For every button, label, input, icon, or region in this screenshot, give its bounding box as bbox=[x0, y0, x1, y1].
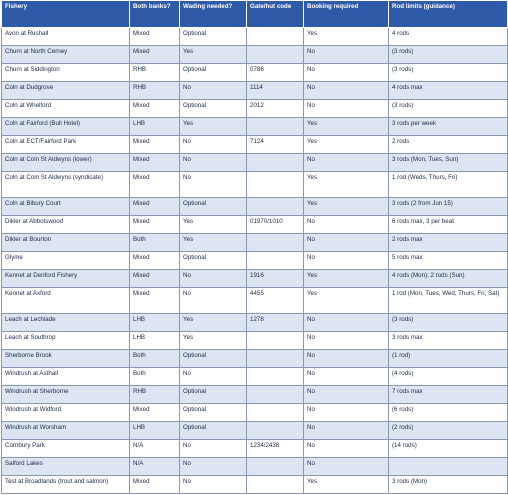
table-row bbox=[2, 46, 508, 64]
cell-booking: No bbox=[304, 350, 389, 368]
cell-fishery: Dikler at Abbotswood bbox=[2, 216, 130, 234]
table-row bbox=[2, 82, 508, 100]
cell-fishery: Churn at North Cerney bbox=[2, 46, 130, 64]
cell-both-banks: LHB bbox=[130, 314, 180, 332]
cell-gate-code bbox=[247, 350, 304, 368]
header-both-banks: Both banks? bbox=[130, 1, 180, 28]
cell-booking: No bbox=[304, 440, 389, 458]
cell-both-banks: Mixed bbox=[130, 252, 180, 270]
cell-rod-limits: 3 rods (Mon, Tues, Sun) bbox=[389, 154, 508, 172]
table-row bbox=[2, 288, 508, 314]
table-row bbox=[2, 404, 508, 422]
cell-wading: Optional bbox=[180, 64, 247, 82]
cell-fishery: Kennet at Denford Fishery bbox=[2, 270, 130, 288]
cell-both-banks: Mixed bbox=[130, 28, 180, 46]
cell-both-banks: Both bbox=[130, 234, 180, 252]
cell-rod-limits: (3 rods) bbox=[389, 64, 508, 82]
header-rod-limits: Rod limits (guidance) bbox=[389, 1, 508, 28]
cell-rod-limits: 1 rod (Mon, Tues, Wed, Thurs, Fri, Sat) bbox=[389, 288, 508, 314]
cell-both-banks: Mixed bbox=[130, 404, 180, 422]
cell-fishery: Coln at Whelford bbox=[2, 100, 130, 118]
cell-booking: Yes bbox=[304, 136, 389, 154]
table-row bbox=[2, 234, 508, 252]
cell-wading: Optional bbox=[180, 252, 247, 270]
cell-gate-code bbox=[247, 118, 304, 136]
cell-booking: No bbox=[304, 458, 389, 476]
cell-both-banks: Both bbox=[130, 368, 180, 386]
cell-rod-limits: 5 rods max bbox=[389, 252, 508, 270]
cell-gate-code: 2012 bbox=[247, 100, 304, 118]
cell-both-banks: Mixed bbox=[130, 136, 180, 154]
cell-fishery: Test at Broadlands (trout and salmon) bbox=[2, 476, 130, 494]
cell-rod-limits: 3 rods (Mon) bbox=[389, 476, 508, 494]
cell-rod-limits: 2 rods max bbox=[389, 234, 508, 252]
header-fishery: Fishery bbox=[2, 1, 130, 28]
cell-booking: Yes bbox=[304, 118, 389, 136]
cell-wading: No bbox=[180, 82, 247, 100]
table-row bbox=[2, 172, 508, 198]
cell-gate-code: 4455 bbox=[247, 288, 304, 314]
cell-booking: No bbox=[304, 386, 389, 404]
cell-gate-code: 1278 bbox=[247, 314, 304, 332]
cell-wading: No bbox=[180, 368, 247, 386]
table-row bbox=[2, 314, 508, 332]
cell-rod-limits: (2 rods) bbox=[389, 422, 508, 440]
table-row bbox=[2, 270, 508, 288]
cell-wading: No bbox=[180, 172, 247, 198]
cell-booking: Yes bbox=[304, 476, 389, 494]
cell-both-banks: Mixed bbox=[130, 100, 180, 118]
cell-wading: Yes bbox=[180, 332, 247, 350]
cell-fishery: Sherborne Brook bbox=[2, 350, 130, 368]
cell-wading: Yes bbox=[180, 234, 247, 252]
header-wading: Wading needed? bbox=[180, 1, 247, 28]
cell-gate-code bbox=[247, 458, 304, 476]
table-row bbox=[2, 28, 508, 46]
cell-wading: No bbox=[180, 154, 247, 172]
table-body bbox=[2, 28, 508, 494]
cell-rod-limits: 2 rods bbox=[389, 136, 508, 154]
cell-gate-code bbox=[247, 332, 304, 350]
cell-rod-limits bbox=[389, 458, 508, 476]
cell-both-banks: Mixed bbox=[130, 172, 180, 198]
cell-wading: Optional bbox=[180, 422, 247, 440]
header-gate-code: Gate/hut code bbox=[247, 1, 304, 28]
table-row bbox=[2, 100, 508, 118]
cell-gate-code bbox=[247, 154, 304, 172]
cell-gate-code bbox=[247, 234, 304, 252]
cell-booking: No bbox=[304, 314, 389, 332]
cell-gate-code: 7124 bbox=[247, 136, 304, 154]
cell-booking: No bbox=[304, 368, 389, 386]
cell-wading: No bbox=[180, 270, 247, 288]
cell-both-banks: LHB bbox=[130, 422, 180, 440]
cell-rod-limits: 3 rods (2 from Jun 15) bbox=[389, 198, 508, 216]
cell-gate-code bbox=[247, 368, 304, 386]
cell-gate-code bbox=[247, 172, 304, 198]
cell-gate-code bbox=[247, 252, 304, 270]
cell-fishery: Coln at Fairford (Bull Hotel) bbox=[2, 118, 130, 136]
cell-both-banks: Both bbox=[130, 350, 180, 368]
fishery-table bbox=[1, 0, 508, 494]
table-row bbox=[2, 154, 508, 172]
cell-gate-code bbox=[247, 198, 304, 216]
cell-wading: Optional bbox=[180, 28, 247, 46]
cell-both-banks: RHB bbox=[130, 82, 180, 100]
cell-fishery: Coln at ECT/Fairford Park bbox=[2, 136, 130, 154]
cell-booking: No bbox=[304, 100, 389, 118]
cell-gate-code bbox=[247, 28, 304, 46]
cell-both-banks: Mixed bbox=[130, 154, 180, 172]
cell-booking: No bbox=[304, 154, 389, 172]
cell-both-banks: Mixed bbox=[130, 270, 180, 288]
cell-both-banks: LHB bbox=[130, 118, 180, 136]
cell-fishery: Glyme bbox=[2, 252, 130, 270]
cell-wading: Optional bbox=[180, 386, 247, 404]
cell-booking: No bbox=[304, 252, 389, 270]
cell-booking: Yes bbox=[304, 270, 389, 288]
cell-fishery: Coln at Dudgrove bbox=[2, 82, 130, 100]
cell-booking: No bbox=[304, 46, 389, 64]
cell-booking: Yes bbox=[304, 198, 389, 216]
cell-both-banks: RHB bbox=[130, 64, 180, 82]
table-row bbox=[2, 476, 508, 494]
cell-fishery: Windrush at Worsham bbox=[2, 422, 130, 440]
cell-booking: No bbox=[304, 422, 389, 440]
cell-rod-limits: (4 rods) bbox=[389, 368, 508, 386]
cell-wading: Yes bbox=[180, 216, 247, 234]
header-booking: Booking required bbox=[304, 1, 389, 28]
cell-both-banks: Mixed bbox=[130, 216, 180, 234]
cell-fishery: Leach at Lechlade bbox=[2, 314, 130, 332]
cell-wading: Optional bbox=[180, 198, 247, 216]
cell-gate-code: 1916 bbox=[247, 270, 304, 288]
table-row bbox=[2, 216, 508, 234]
cell-gate-code: 1234/2438 bbox=[247, 440, 304, 458]
cell-wading: No bbox=[180, 136, 247, 154]
cell-both-banks: Mixed bbox=[130, 46, 180, 64]
cell-rod-limits: 4 rods max bbox=[389, 82, 508, 100]
cell-rod-limits: (1 rod) bbox=[389, 350, 508, 368]
cell-fishery: Coln at Coln St Aldwyns (syndicate) bbox=[2, 172, 130, 198]
cell-wading: No bbox=[180, 288, 247, 314]
header-row bbox=[2, 1, 508, 28]
cell-both-banks: Mixed bbox=[130, 198, 180, 216]
cell-wading: Optional bbox=[180, 100, 247, 118]
cell-wading: Yes bbox=[180, 118, 247, 136]
cell-fishery: Coln at Bibury Court bbox=[2, 198, 130, 216]
table-row bbox=[2, 422, 508, 440]
cell-wading: Yes bbox=[180, 314, 247, 332]
cell-both-banks: Mixed bbox=[130, 476, 180, 494]
cell-wading: No bbox=[180, 458, 247, 476]
table-row bbox=[2, 440, 508, 458]
table-row bbox=[2, 136, 508, 154]
cell-wading: No bbox=[180, 440, 247, 458]
cell-wading: Yes bbox=[180, 46, 247, 64]
cell-booking: No bbox=[304, 332, 389, 350]
cell-rod-limits: 4 rods (Mon); 2 rods (Sun) bbox=[389, 270, 508, 288]
cell-rod-limits: (3 rods) bbox=[389, 46, 508, 64]
table-row bbox=[2, 458, 508, 476]
cell-booking: No bbox=[304, 82, 389, 100]
cell-rod-limits: 4 rods bbox=[389, 28, 508, 46]
table-row bbox=[2, 350, 508, 368]
cell-booking: No bbox=[304, 216, 389, 234]
cell-both-banks: LHB bbox=[130, 332, 180, 350]
cell-gate-code: 0786 bbox=[247, 64, 304, 82]
cell-wading: Optional bbox=[180, 404, 247, 422]
cell-rod-limits: (3 rods) bbox=[389, 314, 508, 332]
cell-rod-limits: 3 rods max bbox=[389, 332, 508, 350]
cell-booking: Yes bbox=[304, 288, 389, 314]
cell-both-banks: N/A bbox=[130, 440, 180, 458]
table-row bbox=[2, 198, 508, 216]
cell-fishery: Leach at Southrop bbox=[2, 332, 130, 350]
cell-both-banks: Mixed bbox=[130, 288, 180, 314]
cell-fishery: Dikler at Bourton bbox=[2, 234, 130, 252]
cell-fishery: Churn at Siddington bbox=[2, 64, 130, 82]
cell-rod-limits: 3 rods per week bbox=[389, 118, 508, 136]
cell-fishery: Cornbury Park bbox=[2, 440, 130, 458]
cell-fishery: Salford Lakes bbox=[2, 458, 130, 476]
cell-booking: Yes bbox=[304, 172, 389, 198]
cell-gate-code bbox=[247, 46, 304, 64]
cell-gate-code bbox=[247, 386, 304, 404]
cell-gate-code: 1114 bbox=[247, 82, 304, 100]
table-row bbox=[2, 64, 508, 82]
cell-gate-code bbox=[247, 476, 304, 494]
cell-both-banks: N/A bbox=[130, 458, 180, 476]
cell-wading: No bbox=[180, 476, 247, 494]
cell-fishery: Windrush at Widford bbox=[2, 404, 130, 422]
cell-wading: Optional bbox=[180, 350, 247, 368]
table-row bbox=[2, 368, 508, 386]
cell-gate-code: 01970/1010 bbox=[247, 216, 304, 234]
table-row bbox=[2, 386, 508, 404]
cell-booking: No bbox=[304, 404, 389, 422]
cell-booking: Yes bbox=[304, 28, 389, 46]
cell-rod-limits: (14 rods) bbox=[389, 440, 508, 458]
cell-rod-limits: 1 rod (Weds, Thurs, Fri) bbox=[389, 172, 508, 198]
cell-fishery: Kennet at Axford bbox=[2, 288, 130, 314]
cell-both-banks: RHB bbox=[130, 386, 180, 404]
cell-booking: No bbox=[304, 234, 389, 252]
cell-rod-limits: 7 rods max bbox=[389, 386, 508, 404]
cell-rod-limits: (3 rods) bbox=[389, 100, 508, 118]
table-row bbox=[2, 332, 508, 350]
cell-gate-code bbox=[247, 404, 304, 422]
cell-gate-code bbox=[247, 422, 304, 440]
cell-rod-limits: (6 rods) bbox=[389, 404, 508, 422]
table-row bbox=[2, 252, 508, 270]
cell-fishery: Windrush at Sherborne bbox=[2, 386, 130, 404]
cell-booking: No bbox=[304, 64, 389, 82]
cell-rod-limits: 6 rods max, 3 per beat bbox=[389, 216, 508, 234]
cell-fishery: Avon at Rushall bbox=[2, 28, 130, 46]
cell-fishery: Coln at Coln St Aldwyns (lower) bbox=[2, 154, 130, 172]
table-row bbox=[2, 118, 508, 136]
cell-fishery: Windrush at Asthall bbox=[2, 368, 130, 386]
